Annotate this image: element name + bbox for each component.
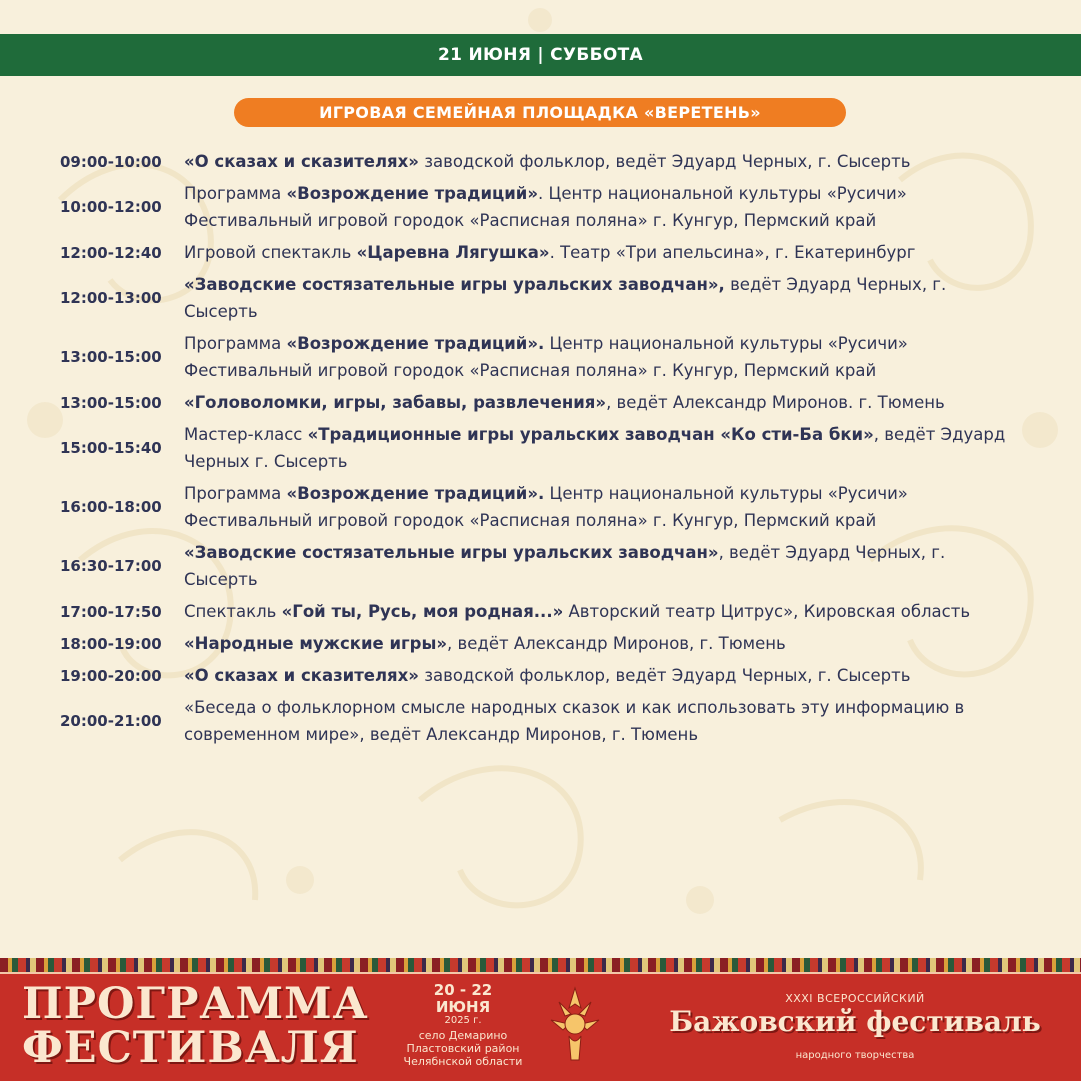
schedule-description — [184, 421, 1020, 475]
date-label: 21 ИЮНЯ | СУББОТА — [438, 45, 643, 65]
event-title: «Царевна Лягушка» — [356, 243, 550, 262]
schedule-row — [60, 480, 1020, 534]
event-title: «Возрождение традиций» — [286, 184, 539, 203]
dates-month: ИЮНЯ — [435, 998, 491, 1016]
schedule-row — [60, 421, 1020, 475]
schedule-row — [60, 694, 1020, 748]
schedule-row — [60, 598, 1020, 625]
description-text: «Беседа о фольклорном смысле народных сказок и как использовать эту информацию в современном мире», ведёт Александр Миронов, г. Тюмень — [184, 698, 965, 744]
schedule-description — [184, 271, 1020, 325]
festival-subtitle-bottom: народного творчества — [795, 1050, 915, 1061]
schedule-time: 19:00-20:00 — [60, 666, 162, 685]
festival-name: Бажовский фестиваль — [669, 1005, 1041, 1038]
description-text: , ведёт Эдуард Черных г. Сысерть — [184, 425, 1006, 471]
schedule-row — [60, 271, 1020, 325]
location-line: Челябнской области — [403, 1055, 523, 1068]
description-text: ведёт Эдуард Черных, г. Сысерть — [184, 275, 947, 321]
description-text: , ведёт Эдуард Черных, г. Сысерть — [184, 543, 946, 589]
schedule-time: 17:00-17:50 — [60, 602, 162, 621]
description-text: , ведёт Александр Миронов. г. Тюмень — [606, 393, 945, 412]
schedule-description — [184, 598, 1020, 625]
event-title: «Головоломки, игры, забавы, развлечения» — [184, 393, 607, 412]
event-title: «Народные мужские игры» — [184, 634, 448, 653]
schedule-time: 15:00-15:40 — [60, 439, 162, 457]
dates-range: 20 - 22 — [433, 981, 493, 999]
schedule-time: 20:00-21:00 — [60, 712, 162, 730]
description-text: Центр национальной культуры «Русичи» Фестивальный игровой городок «Расписная поляна» г. Кунгур, Пермский край — [184, 334, 908, 380]
schedule-time: 13:00-15:00 — [60, 348, 162, 366]
schedule-description — [184, 148, 1020, 175]
schedule-row — [60, 239, 1020, 266]
festival-emblem-icon — [545, 980, 605, 1070]
schedule-time: 16:00-18:00 — [60, 498, 162, 516]
description-text: . Театр «Три апельсина», г. Екатеринбург — [549, 243, 916, 262]
schedule-time: 10:00-12:00 — [60, 198, 162, 216]
schedule-time: 18:00-19:00 — [60, 634, 162, 653]
description-text: Игровой спектакль — [184, 243, 357, 262]
description-text: , ведёт Александр Миронов, г. Тюмень — [447, 634, 786, 653]
venue-label: ИГРОВАЯ СЕМЕЙНАЯ ПЛОЩАДКА «ВЕРЕТЕНЬ» — [319, 103, 761, 122]
schedule-time: 12:00-12:40 — [60, 243, 162, 262]
schedule-row — [60, 630, 1020, 657]
dates-year: 2025 г. — [444, 1015, 482, 1026]
description-text: заводской фольклор, ведёт Эдуард Черных, г. Сысерть — [418, 152, 911, 171]
event-title: «Традиционные игры уральских заводчан «Ко сти-Ба бки» — [307, 425, 874, 444]
description-text: Авторский театр Цитрус», Кировская область — [563, 602, 971, 621]
description-text: Программа — [184, 334, 287, 353]
description-text: Спектакль — [184, 602, 282, 621]
festival-location — [388, 1029, 538, 1068]
description-text: Программа — [184, 484, 287, 503]
festival-dates — [388, 982, 538, 1068]
schedule-row — [60, 389, 1020, 416]
program-title — [22, 979, 382, 1073]
schedule-row — [60, 330, 1020, 384]
ornamental-strip — [0, 958, 1081, 972]
schedule-list — [60, 148, 1020, 753]
schedule-description — [184, 389, 1020, 416]
event-title: «Возрождение традиций». — [286, 334, 545, 353]
location-line: Пластовский район — [406, 1042, 520, 1055]
event-title: «Заводские состязательные игры уральских заводчан», — [184, 275, 725, 294]
schedule-description — [184, 630, 1020, 657]
event-title: «Заводские состязательные игры уральских заводчан» — [184, 543, 719, 562]
description-text: Центр национальной культуры «Русичи» Фестивальный игровой городок «Расписная поляна» г. Кунгур, Пермский край — [184, 484, 908, 530]
program-title-line1: ПРОГРАММА — [22, 979, 369, 1029]
description-text: Мастер-класс — [184, 425, 308, 444]
schedule-time: 09:00-10:00 — [60, 152, 162, 171]
schedule-description — [184, 330, 1020, 384]
schedule-row — [60, 662, 1020, 689]
schedule-row — [60, 148, 1020, 175]
event-title: «Гой ты, Русь, моя родная...» — [281, 602, 564, 621]
schedule-time: 16:30-17:00 — [60, 557, 162, 575]
schedule-time: 13:00-15:00 — [60, 393, 162, 412]
schedule-row — [60, 539, 1020, 593]
schedule-description — [184, 239, 1020, 266]
venue-banner — [234, 98, 846, 127]
schedule-description — [184, 694, 1020, 748]
schedule-description — [184, 480, 1020, 534]
event-title: «Возрождение традиций». — [286, 484, 545, 503]
description-text: Программа — [184, 184, 287, 203]
description-text: заводской фольклор, ведёт Эдуард Черных, г. Сысерть — [418, 666, 911, 685]
description-text: . Центр национальной культуры «Русичи» Фестивальный игровой городок «Расписная поляна» г. Кунгур, Пермский край — [184, 184, 907, 230]
schedule-description — [184, 539, 1020, 593]
date-banner — [0, 34, 1081, 76]
footer-divider — [0, 972, 1081, 974]
program-title-line2: ФЕСТИВАЛЯ — [22, 1023, 359, 1073]
event-title: «О сказах и сказителях» — [184, 666, 419, 685]
festival-subtitle-top: XXXI ВСЕРОССИЙСКИЙ — [785, 992, 925, 1005]
schedule-description — [184, 662, 1020, 689]
schedule-row — [60, 180, 1020, 234]
schedule-description — [184, 180, 1020, 234]
schedule-time: 12:00-13:00 — [60, 289, 162, 307]
event-title: «О сказах и сказителях» — [184, 152, 419, 171]
location-line: село Демарино — [418, 1029, 508, 1042]
